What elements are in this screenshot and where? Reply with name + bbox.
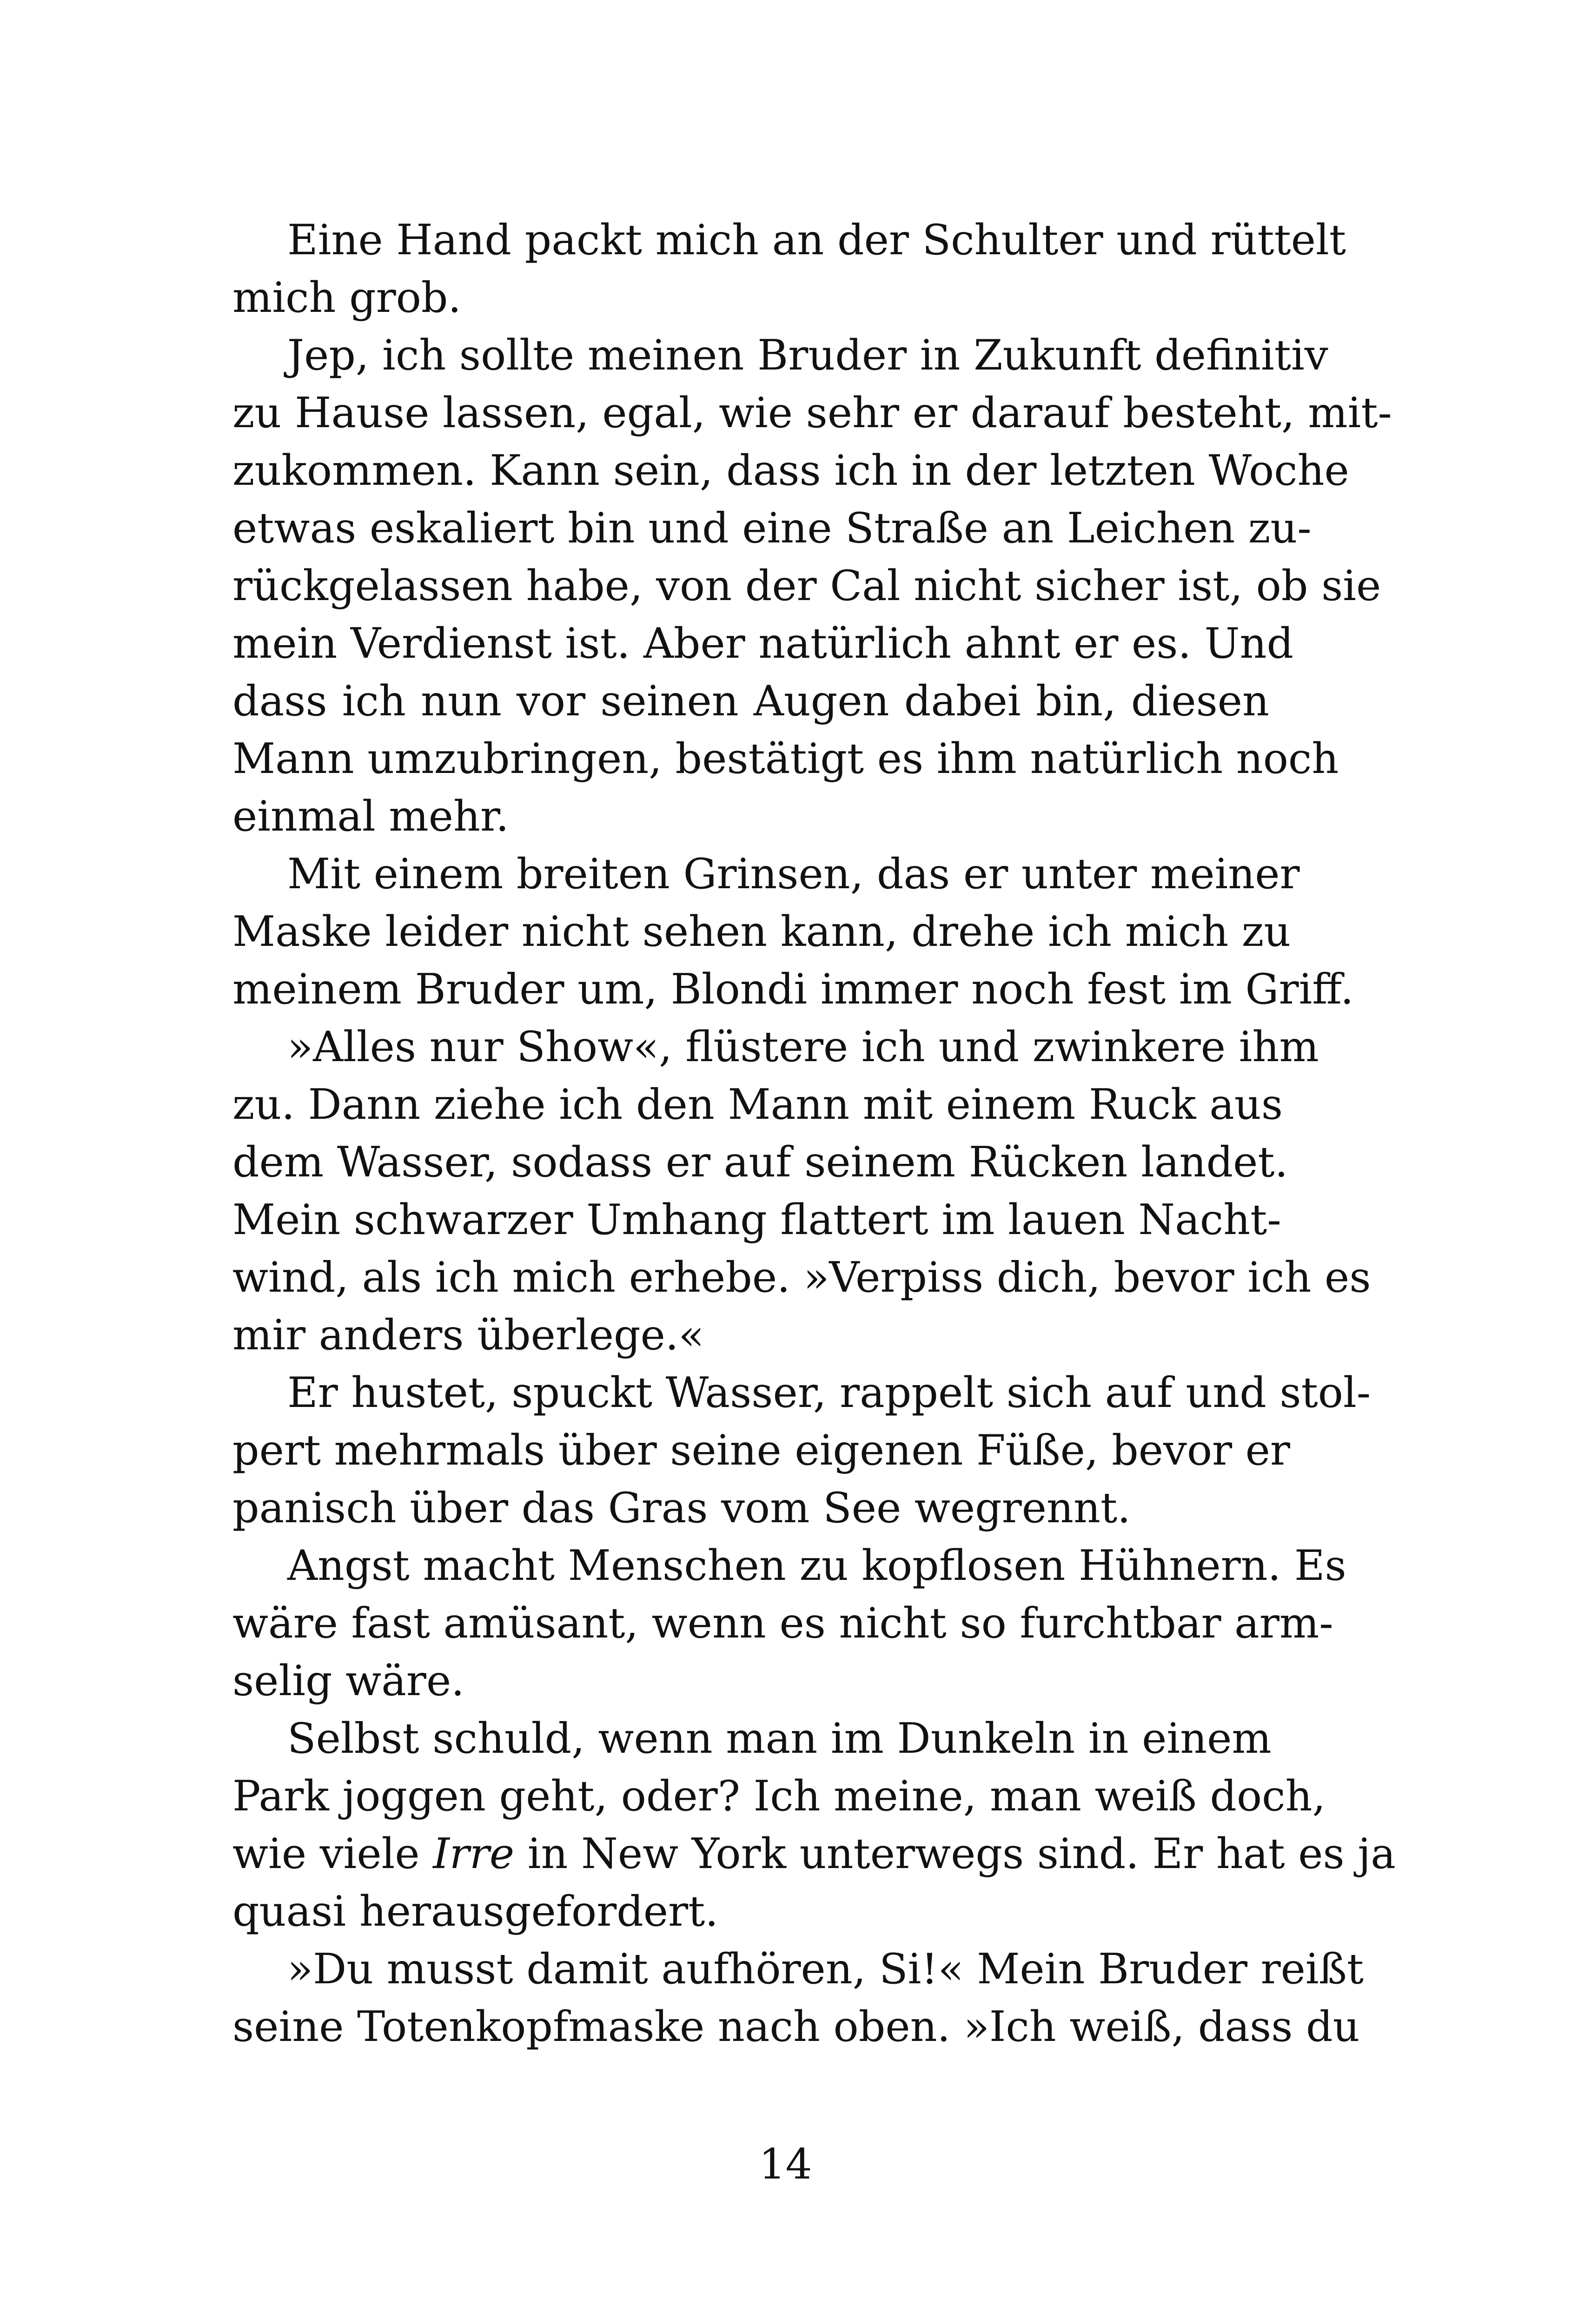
text-line: rückgelassen habe, von der Cal nicht sicher ist, ob sie xyxy=(232,561,1381,610)
text-line: »Du musst damit aufhören, Si!« Mein Bruder reißt xyxy=(287,1945,1364,1994)
text-line: dass ich nun vor seinen Augen dabei bin, diesen xyxy=(232,677,1269,726)
text-line: Jep, ich sollte meinen Bruder in Zukunft definitiv xyxy=(287,331,1328,380)
text-line: Eine Hand packt mich an der Schulter und rüttelt xyxy=(287,216,1346,264)
text-segment: wie viele xyxy=(232,1829,433,1878)
text-line xyxy=(232,1825,1396,1883)
text-line: zu Hause lassen, egal, wie sehr er darauf besteht, mit- xyxy=(232,389,1392,437)
text-line: Mann umzubringen, bestätigt es ihm natürlich noch xyxy=(232,734,1339,783)
text-line: mein Verdienst ist. Aber natürlich ahnt er es. Und xyxy=(232,619,1294,668)
text-line: wäre fast amüsant, wenn es nicht so furchtbar arm- xyxy=(232,1599,1333,1648)
text-line: wind, als ich mich erhebe. »Verpiss dich, bevor ich es xyxy=(232,1253,1371,1302)
text-line: mir anders überlege.« xyxy=(232,1311,704,1360)
text-line: meinem Bruder um, Blondi immer noch fest im Griff. xyxy=(232,965,1354,1014)
text-line: selig wäre. xyxy=(232,1657,464,1705)
text-line: panisch über das Gras vom See wegrennt. xyxy=(232,1484,1131,1532)
text-line: mich grob. xyxy=(232,273,462,322)
page-number: 14 xyxy=(759,2140,812,2189)
text-line: Mit einem breiten Grinsen, das er unter meiner xyxy=(287,850,1300,898)
text-line: seine Totenkopfmaske nach oben. »Ich weiß, dass du xyxy=(232,2002,1360,2051)
text-line: dem Wasser, sodass er auf seinem Rücken landet. xyxy=(232,1138,1288,1187)
text-line: »Alles nur Show«, flüstere ich und zwinkere ihm xyxy=(287,1023,1319,1071)
text-line: Mein schwarzer Umhang flattert im lauen Nacht- xyxy=(232,1195,1281,1244)
text-line: Angst macht Menschen zu kopflosen Hühnern. Es xyxy=(287,1541,1346,1590)
text-line: Maske leider nicht sehen kann, drehe ich mich zu xyxy=(232,907,1291,956)
text-line: quasi herausgefordert. xyxy=(232,1887,718,1936)
text-line: zukommen. Kann sein, dass ich in der letzten Woche xyxy=(232,446,1349,495)
text-line: etwas eskaliert bin und eine Straße an Leichen zu- xyxy=(232,504,1312,553)
text-line: einmal mehr. xyxy=(232,792,509,841)
text-line: zu. Dann ziehe ich den Mann mit einem Ruck aus xyxy=(232,1080,1283,1129)
text-line: Selbst schuld, wenn man im Dunkeln in einem xyxy=(287,1714,1272,1763)
italic-word: Irre xyxy=(433,1829,515,1878)
text-line: Park joggen geht, oder? Ich meine, man weiß doch, xyxy=(232,1772,1326,1821)
text-line: Er hustet, spuckt Wasser, rappelt sich auf und stol- xyxy=(287,1368,1371,1417)
text-segment: in New York unterwegs sind. Er hat es ja xyxy=(514,1829,1396,1878)
text-line: pert mehrmals über seine eigenen Füße, bevor er xyxy=(232,1426,1290,1475)
